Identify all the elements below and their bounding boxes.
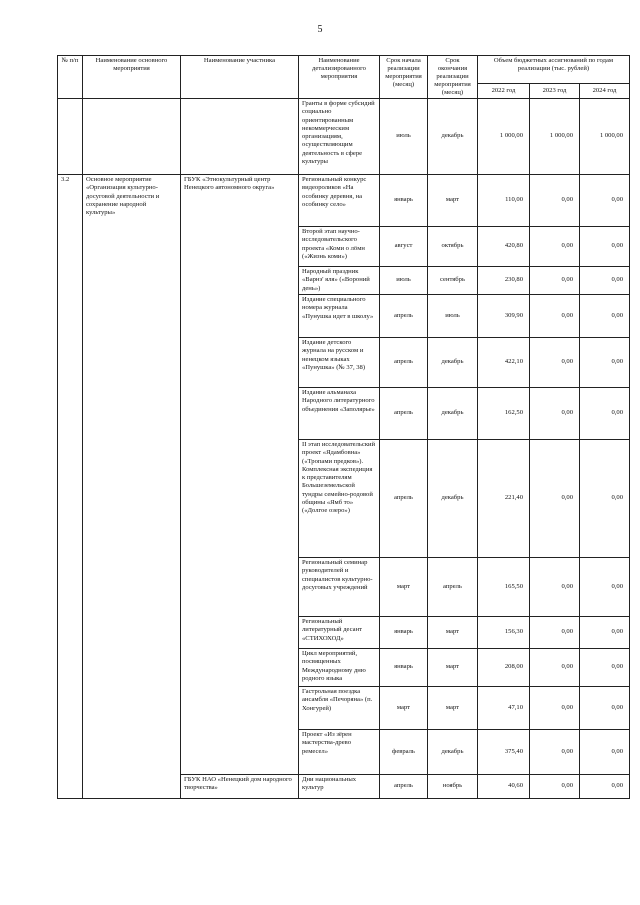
header-budget: Объем бюджетных ассигнований по годам реализации (тыс. рублей) <box>478 56 630 84</box>
cell-detail: Региональный конкурс видеороликов «На особинку деревня, на особинку село» <box>299 175 380 227</box>
cell-num <box>58 99 83 175</box>
cell-2024: 0,00 <box>580 388 630 440</box>
cell-end: июль <box>428 295 478 338</box>
header-start: Срок начала реализации мероприятия (месяц) <box>380 56 428 99</box>
cell-2024: 0,00 <box>580 617 630 649</box>
cell-detail: Региональный семинар руководителей и специалистов культурно-досуговых учреждений <box>299 558 380 617</box>
cell-main-event <box>83 99 181 175</box>
header-detail-event: Наименование детализированного мероприятия <box>299 56 380 99</box>
table-row <box>58 175 630 227</box>
cell-2022: 110,00 <box>478 175 530 227</box>
cell-end: ноябрь <box>428 775 478 799</box>
cell-2024: 0,00 <box>580 558 630 617</box>
cell-2023: 0,00 <box>530 267 580 295</box>
cell-detail: II этап исследовательский проект «Ядамбовна» («Тропами предков»). Комплексная экспедиция к представителям Большеземельской тундры семейно-родовой общины «Ямб то» («Долгое озеро») <box>299 440 380 558</box>
cell-start: апрель <box>380 388 428 440</box>
participant-ethno-center: ГБУК «Этнокультурный центр Ненецкого автономного округа» <box>181 175 299 775</box>
cell-end: декабрь <box>428 338 478 388</box>
section-main-event: Основное мероприятие «Организация культурно-досуговой деятельности и сохранение народной культуры» <box>83 175 181 799</box>
cell-2023: 0,00 <box>530 295 580 338</box>
cell-2024: 0,00 <box>580 295 630 338</box>
cell-2023: 0,00 <box>530 227 580 267</box>
cell-2022: 420,80 <box>478 227 530 267</box>
cell-end: декабрь <box>428 730 478 775</box>
cell-start: март <box>380 687 428 730</box>
cell-2022: 165,50 <box>478 558 530 617</box>
cell-detail: Издание альманаха Народного литературного объединения «Заполярье» <box>299 388 380 440</box>
cell-2023: 0,00 <box>530 338 580 388</box>
cell-2024: 0,00 <box>580 649 630 687</box>
cell-2023: 0,00 <box>530 617 580 649</box>
cell-end: март <box>428 687 478 730</box>
cell-detail: Издание специального номера журнала «Пунушка идет в школу» <box>299 295 380 338</box>
cell-2022: 156,30 <box>478 617 530 649</box>
cell-2022: 230,80 <box>478 267 530 295</box>
cell-2024: 0,00 <box>580 440 630 558</box>
cell-2023: 0,00 <box>530 440 580 558</box>
cell-end: март <box>428 175 478 227</box>
cell-participant <box>181 99 299 175</box>
cell-2023: 1 000,00 <box>530 99 580 175</box>
header-main-event: Наименование основного мероприятия <box>83 56 181 99</box>
cell-start: январь <box>380 175 428 227</box>
cell-start: февраль <box>380 730 428 775</box>
cell-2024: 0,00 <box>580 338 630 388</box>
page-number: 5 <box>317 24 323 35</box>
budget-table <box>57 55 630 799</box>
cell-detail: Гранты в форме субсидий социально ориентированным некоммерческим организациям, осуществляющим деятельность в сфере культуры <box>299 99 380 175</box>
cell-2023: 0,00 <box>530 388 580 440</box>
header-end: Срок окончания реализации мероприятия (месяц) <box>428 56 478 99</box>
cell-start: апрель <box>380 338 428 388</box>
cell-2024: 0,00 <box>580 227 630 267</box>
cell-start: апрель <box>380 440 428 558</box>
cell-end: декабрь <box>428 440 478 558</box>
cell-detail: Цикл мероприятий, посвященных Международному дню родного языка <box>299 649 380 687</box>
cell-start: март <box>380 558 428 617</box>
header-participant: Наименование участника <box>181 56 299 99</box>
cell-start: июль <box>380 267 428 295</box>
cell-end: декабрь <box>428 388 478 440</box>
cell-2023: 0,00 <box>530 175 580 227</box>
cell-2022: 221,40 <box>478 440 530 558</box>
cell-2023: 0,00 <box>530 558 580 617</box>
table-row-grants <box>58 99 630 175</box>
participant-folk-house: ГБУК НАО «Ненецкий дом народного творчества» <box>181 775 299 799</box>
cell-start: апрель <box>380 295 428 338</box>
header-num: № п/п <box>58 56 83 99</box>
cell-2023: 0,00 <box>530 775 580 799</box>
cell-start: январь <box>380 617 428 649</box>
cell-detail: Издание детского журнала на русском и ненецком языках «Пунушка» (№ 37, 38) <box>299 338 380 388</box>
cell-end: март <box>428 649 478 687</box>
cell-end: апрель <box>428 558 478 617</box>
header-2023: 2023 год <box>530 83 580 98</box>
header-2024: 2024 год <box>580 83 630 98</box>
cell-end: октябрь <box>428 227 478 267</box>
cell-end: декабрь <box>428 99 478 175</box>
cell-detail: Гастрольная поездка ансамбля «Печоряна» (п. Хонгурей) <box>299 687 380 730</box>
cell-detail: Второй этап научно-исследовательского проекта «Коми о лöмн («Жизнь коми») <box>299 227 380 267</box>
cell-2022: 375,40 <box>478 730 530 775</box>
cell-end: март <box>428 617 478 649</box>
cell-2022: 47,10 <box>478 687 530 730</box>
cell-detail: Дни национальных культур <box>299 775 380 799</box>
cell-2022: 208,00 <box>478 649 530 687</box>
cell-2024: 0,00 <box>580 687 630 730</box>
cell-2024: 0,00 <box>580 175 630 227</box>
cell-2024: 0,00 <box>580 775 630 799</box>
cell-2022: 422,10 <box>478 338 530 388</box>
cell-start: апрель <box>380 775 428 799</box>
cell-start: август <box>380 227 428 267</box>
cell-2023: 0,00 <box>530 687 580 730</box>
cell-detail: Народный праздник «Варнэ' яля» («Вороний день») <box>299 267 380 295</box>
cell-2024: 0,00 <box>580 267 630 295</box>
cell-2024: 1 000,00 <box>580 99 630 175</box>
header-2022: 2022 год <box>478 83 530 98</box>
cell-2023: 0,00 <box>530 730 580 775</box>
cell-2022: 1 000,00 <box>478 99 530 175</box>
cell-2022: 40,60 <box>478 775 530 799</box>
section-num: 3.2 <box>58 175 83 799</box>
cell-end: сентябрь <box>428 267 478 295</box>
cell-2024: 0,00 <box>580 730 630 775</box>
cell-2022: 162,50 <box>478 388 530 440</box>
cell-2023: 0,00 <box>530 649 580 687</box>
cell-start: январь <box>380 649 428 687</box>
cell-start: июль <box>380 99 428 175</box>
cell-detail: Региональный литературный десант «СТИХОХОД» <box>299 617 380 649</box>
cell-detail: Проект «Из зёрен мастерства-древо ремесел» <box>299 730 380 775</box>
cell-2022: 309,90 <box>478 295 530 338</box>
